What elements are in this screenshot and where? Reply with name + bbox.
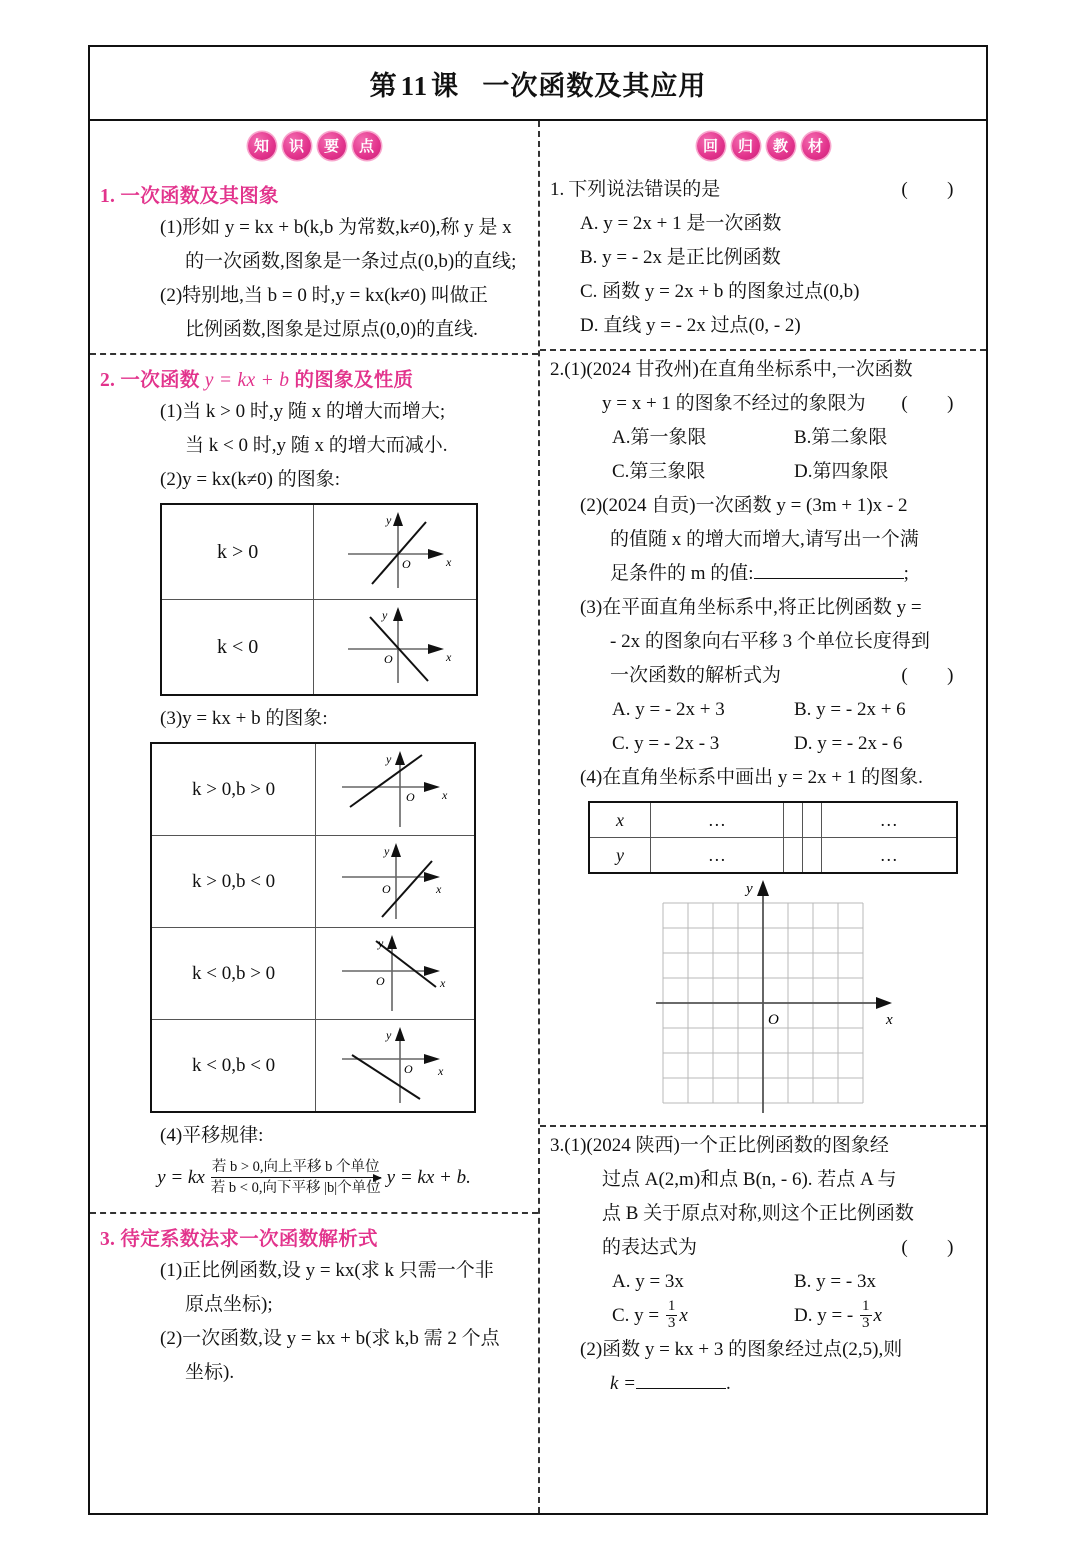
axes-line-positive-origin-icon	[320, 508, 470, 596]
xy-cell[interactable]	[802, 838, 821, 874]
section-2-line-3: (3)y = kx + b 的图象:	[160, 708, 328, 729]
question-3-part1-line2: 过点 A(2,m)和点 B(n, - 6). 若点 A 与	[602, 1169, 897, 1190]
question-3-number: 3.	[550, 1135, 565, 1156]
axes-line-kpos-bneg-icon	[320, 839, 470, 925]
section-3-line-4: 坐标).	[185, 1362, 235, 1383]
question-2-part4-line	[580, 761, 976, 795]
figure-kneg-bpos	[316, 928, 475, 1020]
svg-text:O: O	[402, 557, 411, 571]
table-row	[589, 802, 957, 838]
question-1-option-d[interactable]: D. 直线 y = - 2x 过点(0, - 2)	[580, 315, 801, 336]
question-3-part2-line1	[580, 1333, 976, 1367]
question-3-part1-line3: 点 B 关于原点对称,则这个正比例函数	[602, 1203, 914, 1224]
q3-part2-k-label: k =	[610, 1373, 637, 1394]
lesson-unit: 课	[431, 70, 460, 101]
question-3-part1-line1	[550, 1129, 976, 1163]
q2-part1-stem1: 在直角坐标系中,一次函数	[698, 359, 913, 380]
question-2	[540, 349, 986, 1125]
section-2-number: 2.	[100, 370, 116, 391]
page-title-bar	[90, 47, 986, 121]
table-row	[161, 600, 477, 696]
question-2-part1-line2	[602, 387, 976, 421]
svg-text:y: y	[382, 608, 388, 622]
xy-cell[interactable]: …	[821, 838, 957, 874]
section-1-heading	[100, 180, 528, 208]
svg-text:x: x	[438, 1063, 444, 1078]
xy-row-head-y: y	[589, 838, 651, 874]
section-1-line-1: (1)形如 y = kx + b(k,b 为常数,k≠0),称 y 是 x	[160, 217, 512, 238]
q2-part3-option-c[interactable]: C. y = - 2x - 3	[612, 733, 720, 754]
translation-rule	[100, 1157, 528, 1198]
svg-text:O: O	[376, 973, 385, 988]
q3-option-c-post: x	[679, 1305, 688, 1326]
q2-part2-line3-post: ;	[903, 563, 909, 584]
question-1-option-a[interactable]: A. y = 2x + 1 是一次函数	[580, 213, 782, 234]
badge-char-2: 归	[732, 132, 760, 160]
question-2-part2-line2: 的值随 x 的增大而增大,请写出一个满	[610, 529, 919, 550]
badge-char-4: 点	[353, 132, 381, 160]
fraction-denominator: 3	[862, 1315, 870, 1332]
section-2-heading	[100, 364, 528, 392]
badge-char-1: 知	[248, 132, 276, 160]
q2-part3-option-d[interactable]: D. y = - 2x - 6	[794, 733, 903, 754]
section-3	[90, 1212, 538, 1396]
grid-origin-label: O	[768, 1012, 779, 1028]
section-2-line-1a: (1)当 k > 0 时,y 随 x 的增大而增大;	[160, 401, 446, 422]
q2-part3-option-b[interactable]: B. y = - 2x + 6	[794, 699, 906, 720]
question-1-number: 1.	[550, 179, 565, 200]
lesson-label: 第	[369, 70, 398, 101]
xy-cell[interactable]	[783, 802, 802, 838]
axes-line-negative-origin-icon	[320, 603, 470, 691]
q3-part1-option-b[interactable]: B. y = - 3x	[794, 1271, 876, 1292]
table-row	[151, 836, 475, 928]
question-3	[540, 1125, 986, 1407]
question-1	[540, 171, 986, 349]
fraction-denominator: 3	[667, 1315, 676, 1332]
section-1-title: 一次函数及其图象	[120, 186, 279, 207]
section-3-title: 待定系数法求一次函数解析式	[120, 1229, 378, 1250]
q2-part3-line1: 在平面直角坐标系中,将正比例函数 y =	[602, 597, 922, 618]
question-2-part1-line1	[550, 353, 976, 387]
section-2-line-1b: 当 k < 0 时,y 随 x 的增大而减小.	[185, 435, 448, 456]
table-row	[161, 504, 477, 600]
question-2-part1-options-row2	[612, 455, 976, 489]
translation-lhs: y = kx	[157, 1166, 205, 1188]
question-1-answer-box[interactable]: ( )	[901, 179, 954, 200]
question-3-part1-options-row2	[612, 1299, 976, 1333]
question-1-stem-row	[550, 173, 976, 207]
two-column-body	[90, 121, 986, 1513]
badge-char-4: 材	[802, 132, 830, 160]
section-1-number: 1.	[100, 186, 116, 207]
question-2-part2-line1	[580, 489, 976, 523]
left-column-knowledge-points	[90, 121, 540, 1513]
q3-part2-line1: 函数 y = kx + 3 的图象经过点(2,5),则	[602, 1339, 903, 1360]
svg-text:y: y	[386, 751, 392, 766]
row-label-kpos-bneg: k > 0,b < 0	[151, 836, 316, 928]
section-3-line-1: (1)正比例函数,设 y = kx(求 k 只需一个非	[160, 1260, 494, 1281]
section-2-line-2: (2)y = kx(k≠0) 的图象:	[160, 469, 340, 490]
q2-part1-option-b[interactable]: B.第二象限	[794, 427, 888, 448]
section-1-line-3: (2)特别地,当 b = 0 时,y = kx(k≠0) 叫做正	[160, 285, 488, 306]
xy-cell[interactable]: …	[821, 802, 957, 838]
figure-k-positive	[314, 504, 477, 600]
translation-down-text: 若 b < 0,向下平移 |b|个单位	[210, 1180, 381, 1196]
xy-cell[interactable]	[783, 838, 802, 874]
q2-part2-line1: 一次函数 y = (3m + 1)x - 2	[695, 495, 908, 516]
fraction-one-third	[860, 1299, 872, 1332]
question-2-number: 2.	[550, 359, 565, 380]
section-1-line-2: 的一次函数,图象是一条过点(0,b)的直线;	[185, 251, 517, 272]
svg-text:x: x	[446, 555, 452, 569]
q3-part1-answer-box[interactable]: ( )	[901, 1237, 954, 1258]
badge-char-2: 识	[283, 132, 311, 160]
right-column-textbook-review	[540, 121, 986, 1513]
table-row	[589, 838, 957, 874]
q3-part1-line4: 的表达式为	[602, 1237, 698, 1258]
question-2-part3-line2: - 2x 的图象向右平移 3 个单位长度得到	[610, 631, 930, 652]
q2-part3-option-a[interactable]: A. y = - 2x + 3	[612, 699, 725, 720]
q3-part1-option-c[interactable]	[612, 1299, 794, 1333]
page-title	[370, 64, 707, 103]
svg-text:x: x	[442, 787, 448, 802]
figure-kpos-bpos	[316, 743, 475, 836]
table-row	[151, 743, 475, 836]
q2-part1-source: (2024 甘孜州)	[586, 359, 699, 380]
textbook-review-badge	[540, 121, 986, 171]
row-label-k-positive: k > 0	[161, 504, 314, 600]
xy-row-head-x: x	[589, 802, 651, 838]
row-label-k-negative: k < 0	[161, 600, 314, 696]
graph-table-proportional	[160, 503, 478, 696]
question-1-stem: 下列说法错误的是	[568, 179, 721, 200]
q2-part1-option-c[interactable]: C.第三象限	[612, 461, 706, 482]
section-2-title-post: 的图象及性质	[289, 370, 414, 391]
table-row	[151, 928, 475, 1020]
badge-char-3: 要	[318, 132, 346, 160]
section-3-heading	[100, 1223, 528, 1251]
q2-part1-option-a[interactable]: A.第一象限	[612, 427, 707, 448]
question-1-option-b[interactable]: B. y = - 2x 是正比例函数	[580, 247, 781, 268]
question-3-part2-line2	[610, 1367, 976, 1401]
xy-value-table[interactable]	[588, 801, 958, 874]
svg-text:x: x	[436, 881, 442, 896]
q3-part2-label: (2)	[580, 1339, 603, 1360]
q2-part4-label: (4)	[580, 767, 603, 788]
section-3-line-2: 原点坐标);	[185, 1294, 273, 1315]
q3-option-d-post: x	[873, 1305, 882, 1326]
q2-part3-answer-box[interactable]: ( )	[901, 665, 954, 686]
page-frame	[88, 45, 988, 1515]
figure-kpos-bneg	[316, 836, 475, 928]
translation-up-text: 若 b > 0,向上平移 b 个单位	[211, 1159, 380, 1175]
question-2-part3-options-row2	[612, 727, 976, 761]
q3-option-c-pre: C. y =	[612, 1305, 664, 1326]
badge-char-1: 回	[697, 132, 725, 160]
blank-coordinate-grid-wrap	[550, 878, 976, 1113]
q3-part2-answer-blank[interactable]	[636, 1388, 726, 1389]
q2-part3-label: (3)	[580, 597, 603, 618]
fraction-numerator: 1	[862, 1298, 870, 1315]
question-2-part3-line3	[610, 659, 976, 693]
q2-part1-answer-box[interactable]: ( )	[901, 393, 954, 414]
question-2-part3-line1	[580, 591, 976, 625]
knowledge-points-badge	[90, 121, 538, 171]
question-2-part2-line3	[610, 557, 976, 591]
section-2-title-formula: y = kx + b	[204, 370, 290, 391]
q3-part1-line1: 一个正比例函数的图象经	[679, 1135, 889, 1156]
translation-rhs: y = kx + b.	[386, 1166, 471, 1188]
svg-text:O: O	[404, 1061, 413, 1076]
q2-part1-stem2: y = x + 1 的图象不经过的象限为	[602, 393, 866, 414]
section-2-line-4: (4)平移规律:	[160, 1125, 264, 1146]
section-3-line-3: (2)一次函数,设 y = kx + b(求 k,b 需 2 个点	[160, 1328, 500, 1349]
axes-line-kneg-bpos-icon	[320, 931, 470, 1017]
q2-part3-line3: 一次函数的解析式为	[610, 665, 782, 686]
fraction-numerator: 1	[667, 1298, 676, 1315]
q2-part2-label: (2)	[580, 495, 603, 516]
lesson-number: 11	[400, 70, 429, 101]
axes-line-kneg-bneg-icon	[320, 1023, 470, 1109]
lesson-title: 一次函数及其应用	[482, 70, 707, 101]
row-label-kpos-bpos: k > 0,b > 0	[151, 743, 316, 836]
svg-text:y: y	[378, 935, 384, 950]
svg-text:O: O	[382, 881, 391, 896]
q2-part4-text: 在直角坐标系中画出 y = 2x + 1 的图象.	[602, 767, 923, 788]
svg-text:x: x	[446, 650, 452, 664]
blank-coordinate-grid[interactable]	[608, 878, 918, 1113]
svg-text:y: y	[384, 843, 390, 858]
q3-part1-label: (1)	[564, 1135, 587, 1156]
q2-part2-answer-blank[interactable]	[754, 578, 904, 579]
q3-part1-source: (2024 陕西)	[586, 1135, 680, 1156]
q2-part2-line3-pre: 足条件的 m 的值:	[610, 563, 754, 584]
q2-part1-label: (1)	[564, 359, 587, 380]
q3-part2-period: .	[726, 1373, 731, 1394]
svg-text:O: O	[406, 789, 415, 804]
q3-part1-option-a[interactable]: A. y = 3x	[612, 1271, 684, 1292]
svg-text:y: y	[386, 513, 392, 527]
translation-arrow	[211, 1157, 381, 1198]
grid-x-label: x	[886, 1012, 893, 1028]
xy-cell[interactable]	[802, 802, 821, 838]
table-row	[151, 1020, 475, 1113]
grid-y-label: y	[746, 881, 753, 897]
section-2	[90, 353, 538, 1212]
section-1	[90, 171, 538, 353]
q2-part1-option-d[interactable]: D.第四象限	[794, 461, 889, 482]
section-3-number: 3.	[100, 1229, 116, 1250]
svg-text:O: O	[384, 652, 393, 666]
section-1-line-4: 比例函数,图象是过原点(0,0)的直线.	[185, 319, 478, 340]
badge-char-3: 教	[767, 132, 795, 160]
q3-option-d-pre: D. y = -	[794, 1305, 859, 1326]
axes-line-kpos-bpos-icon	[320, 747, 470, 833]
q3-part1-option-d[interactable]	[794, 1299, 976, 1333]
question-1-option-c[interactable]: C. 函数 y = 2x + b 的图象过点(0,b)	[580, 281, 860, 302]
question-2-part1-options-row1	[612, 421, 976, 455]
figure-kneg-bneg	[316, 1020, 475, 1113]
row-label-kneg-bpos: k < 0,b > 0	[151, 928, 316, 1020]
question-3-part1-line4	[602, 1231, 976, 1265]
q2-part2-source: (2024 自贡)	[602, 495, 696, 516]
xy-cell[interactable]: …	[651, 802, 784, 838]
row-label-kneg-bneg: k < 0,b < 0	[151, 1020, 316, 1113]
svg-text:y: y	[386, 1027, 392, 1042]
question-3-part1-options-row1	[612, 1265, 976, 1299]
question-2-part3-options-row1	[612, 693, 976, 727]
graph-table-linear	[150, 742, 476, 1113]
xy-cell[interactable]: …	[651, 838, 784, 874]
arrow-right-icon	[211, 1177, 381, 1178]
fraction-one-third	[666, 1299, 678, 1332]
svg-text:x: x	[440, 975, 446, 990]
section-2-title-pre: 一次函数	[120, 370, 205, 391]
figure-k-negative	[314, 600, 477, 696]
